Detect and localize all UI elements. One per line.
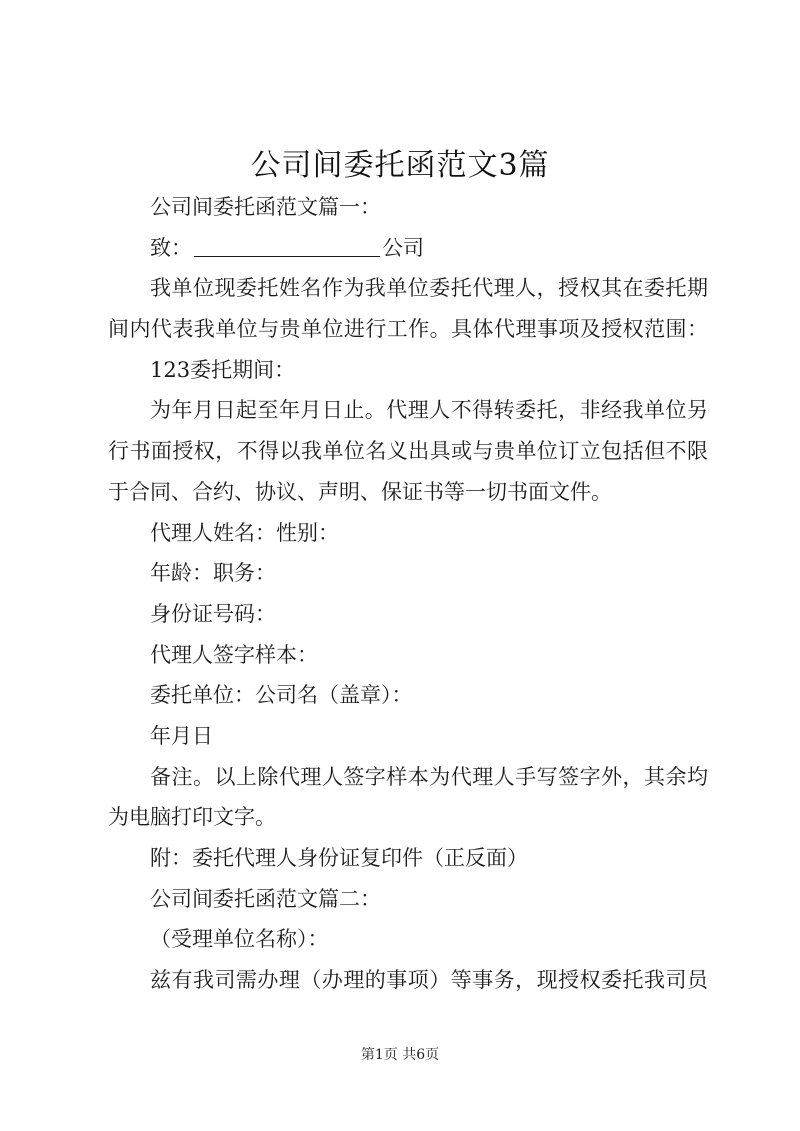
form-field-line: 身份证号码： — [150, 601, 276, 626]
paragraph-line: 备注。以上除代理人签字样本为代理人手写签字外，其余均 — [150, 764, 708, 789]
paragraph-line: 我单位现委托姓名作为我单位委托代理人，授权其在委托期 — [150, 276, 708, 301]
document-body — [108, 187, 708, 1001]
paragraph-line: 123委托期间： — [150, 357, 296, 382]
form-field-line: 代理人姓名：性别： — [150, 520, 339, 545]
paragraph-line: 行书面授权，不得以我单位名义出具或与贵单位订立包括但不限 — [108, 439, 708, 464]
addressee-blank — [194, 232, 380, 257]
addressee-suffix: 公司 — [382, 235, 424, 260]
paragraph-line: 为年月日起至年月日止。代理人不得转委托，非经我单位另 — [150, 398, 708, 423]
attachment-line: 附：委托代理人身份证复印件（正反面） — [150, 846, 528, 870]
addressee-prefix: 致： — [150, 235, 192, 260]
section-heading-2: 公司间委托函范文篇二： — [150, 886, 381, 911]
page-footer: 第1页 共6页 — [360, 1047, 440, 1063]
form-field-line: 委托单位：公司名（盖章）： — [150, 683, 413, 708]
addressee-line — [108, 228, 708, 269]
section-heading-1: 公司间委托函范文篇一： — [150, 195, 381, 219]
form-field-line: 年龄：职务： — [150, 561, 276, 586]
paragraph-line: 为电脑打印文字。 — [108, 805, 276, 830]
paragraph-line: 间内代表我单位与贵单位进行工作。具体代理事项及授权范围： — [108, 317, 708, 342]
paragraph-line: 于合同、合约、协议、声明、保证书等一切书面文件。 — [108, 479, 612, 504]
form-field-line: 代理人签字样本： — [150, 642, 318, 667]
recipient-line: （受理单位名称）： — [150, 927, 329, 952]
paragraph-line: 兹有我司需办理（办理的事项）等事务，现授权委托我司员 — [150, 968, 708, 993]
date-line: 年月日 — [150, 723, 213, 748]
document-title: 公司间委托函范文3篇 — [250, 148, 550, 183]
